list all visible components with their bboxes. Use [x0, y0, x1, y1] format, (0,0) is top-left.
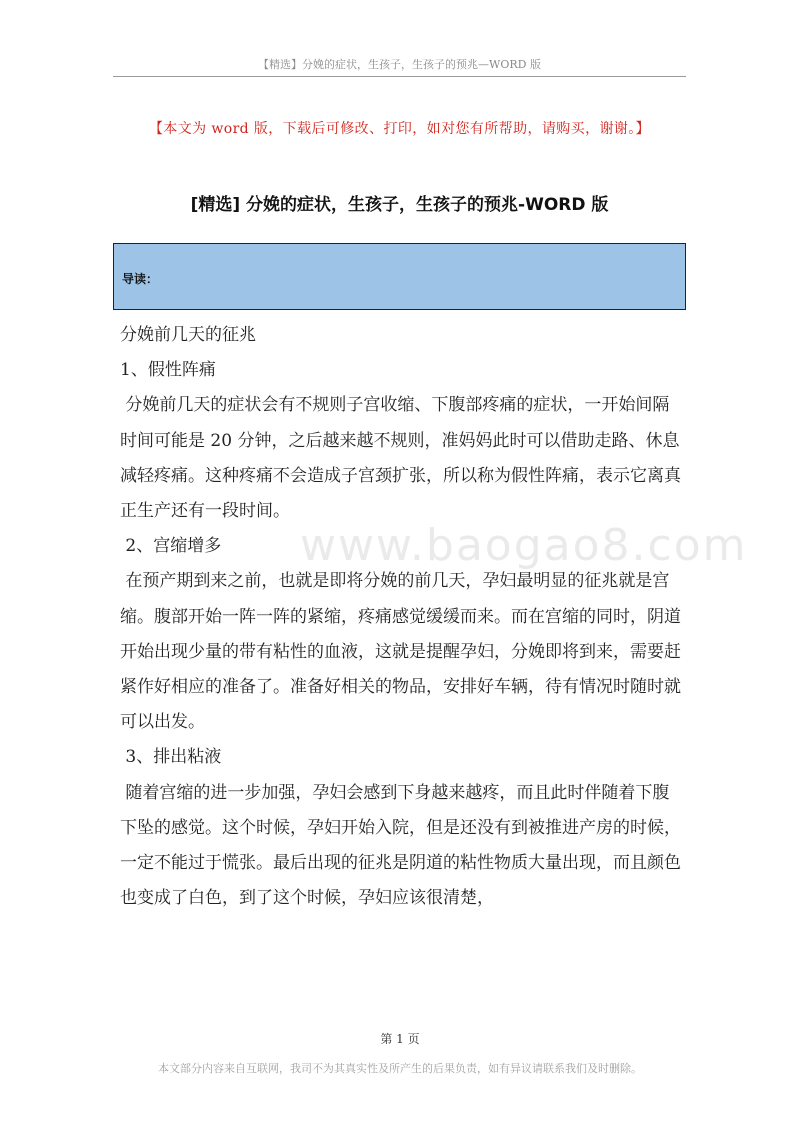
section-title: 分娩前几天的征兆: [120, 325, 256, 345]
watermark: www.baogao8.com: [300, 520, 748, 571]
item-heading: 2、宫缩增多: [125, 536, 222, 557]
item-heading: 1、假性阵痛: [120, 360, 216, 381]
page-footer: 本文部分内容来自互联网，我司不为其真实性及所产生的后果负责，如有异议请联系我们及时删除。: [158, 1062, 642, 1075]
item-paragraph: 在预产期到来之前，也就是即将分娩的前几天，孕妇最明显的征兆就是宫缩。腹部开始一阵一阵的紧缩，疼痛感觉缓缓而来。而在宫缩的同时，阴道开始出现少量的带有粘性的血液，这就是提醒孕妇，分娩即将到来，需要赶紧作好相应的准备了。准备好相关的物品，安排好车辆，待有情况时随时就可以出发。: [120, 571, 681, 733]
lead-label: 导读：: [122, 272, 159, 286]
page-header: 【精选】分娩的症状，生孩子，生孩子的预兆—WORD 版: [258, 58, 541, 71]
lead-box: [113, 243, 686, 310]
document-title: [精选] 分娩的症状，生孩子，生孩子的预兆-WORD 版: [190, 195, 609, 215]
purchase-notice: 【本文为 word 版，下载后可修改、打印，如对您有所帮助，请购买，谢谢。】: [148, 121, 651, 137]
item-heading: 3、排出粘液: [125, 747, 222, 768]
header-divider: [113, 76, 686, 77]
page-number: 第 1 页: [380, 1032, 420, 1046]
item-paragraph: 分娩前几天的症状会有不规则子宫收缩、下腹部疼痛的症状，一开始间隔时间可能是 20 分钟，之后越来越不规则，准妈妈此时可以借助走路、休息减轻疼痛。这种疼痛不会造成子宫颈扩张，所以称为假性阵痛，表示它离真正生产还有一段时间。: [120, 395, 681, 522]
item-paragraph: 随着宫缩的进一步加强，孕妇会感到下身越来越疼，而且此时伴随着下腹下坠的感觉。这个时候，孕妇开始入院，但是还没有到被推进产房的时候，一定不能过于慌张。最后出现的征兆是阴道的粘性物质大量出现，而且颜色也变成了白色，到了这个时候，孕妇应该很清楚，: [120, 782, 681, 909]
document-body: [120, 318, 686, 916]
